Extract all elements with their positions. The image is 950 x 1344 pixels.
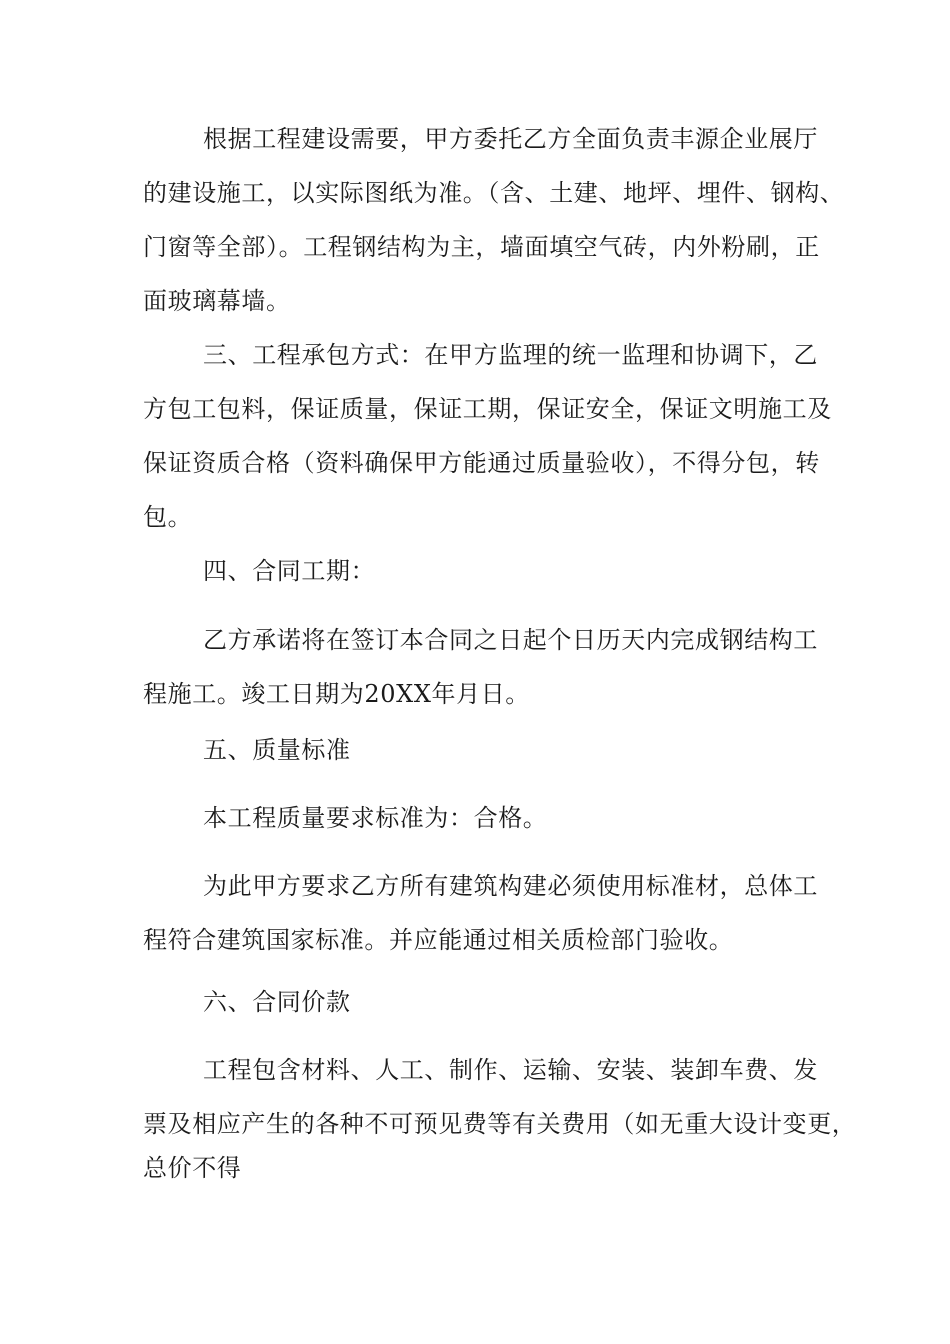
section-5-heading: 五、质量标准 [203,736,351,764]
section-3-line-2: 方包工包料，保证质量，保证工期，保证安全，保证文明施工及 [143,395,832,423]
section-6-body-line-1: 工程包含材料、人工、制作、运输、安装、装卸车费、发 [203,1056,818,1084]
section-5-body: 本工程质量要求标准为：合格。 [203,804,548,832]
paragraph-scope-line-4: 面玻璃幕墙。 [143,287,291,315]
paragraph-scope-line-3: 门窗等全部）。工程钢结构为主，墙面填空气砖，内外粉刷，正 [143,233,820,261]
section-5-note-line-1: 为此甲方要求乙方所有建筑构建必须使用标准材，总体工 [203,872,818,900]
section-6-body-line-2: 票及相应产生的各种不可预见费等有关费用（如无重大设计变更， [143,1110,857,1138]
section-6-heading: 六、合同价款 [203,988,351,1016]
paragraph-scope-line-1: 根据工程建设需要，甲方委托乙方全面负责丰源企业展厅 [203,125,818,153]
section-3-line-4: 包。 [143,503,193,531]
section-4-body-line-2: 程施工。竣工日期为20XX年月日。 [143,680,530,708]
section-6-body-line-3: 总价不得 [143,1154,242,1182]
section-4-body-line-1: 乙方承诺将在签订本合同之日起个日历天内完成钢结构工 [203,626,818,654]
section-5-note-line-2: 程符合建筑国家标准。并应能通过相关质检部门验收。 [143,926,734,954]
section-3-line-3: 保证资质合格（资料确保甲方能通过质量验收），不得分包，转 [143,449,820,477]
paragraph-scope-line-2: 的建设施工，以实际图纸为准。（含、土建、地坪、埋件、钢构、 [143,179,845,207]
section-3-line-1: 三、工程承包方式：在甲方监理的统一监理和协调下，乙 [203,341,818,369]
section-4-heading: 四、合同工期： [203,557,376,585]
